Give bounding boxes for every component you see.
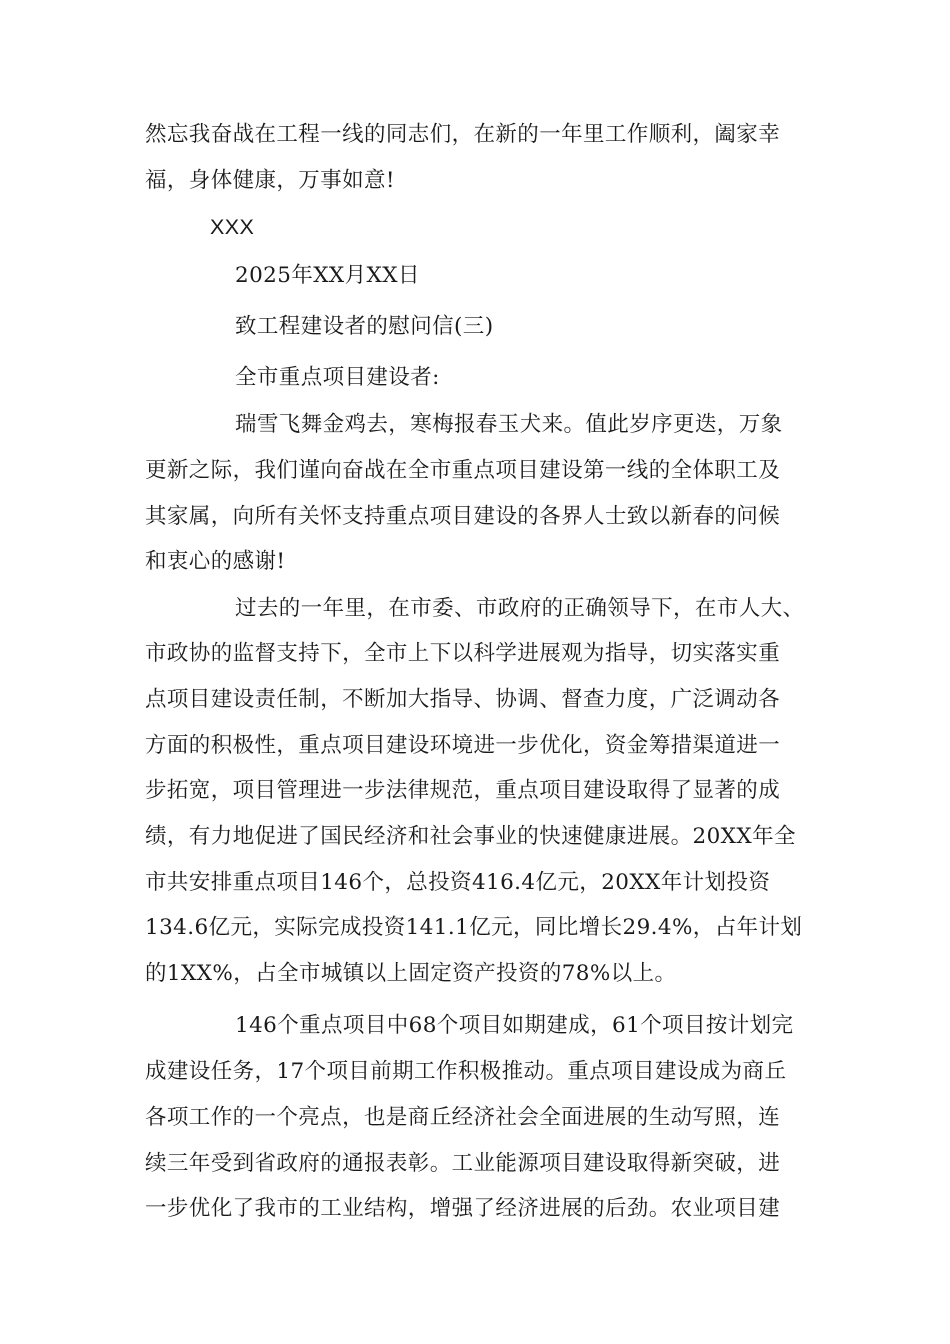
paragraph-line: 续三年受到省政府的通报表彰。工业能源项目建设取得新突破，进 [145,1151,781,1176]
paragraph-line: 市共安排重点项目146个，总投资416.4亿元，20XX年计划投资 [145,870,771,895]
paragraph-line: 各项工作的一个亮点，也是商丘经济社会全面进展的生动写照，连 [145,1105,781,1130]
paragraph-line: 一步优化了我市的工业结构，增强了经济进展的后劲。农业项目建 [145,1196,781,1221]
paragraph-line: 绩，有力地促进了国民经济和社会事业的快速健康进展。20XX年全 [145,824,796,849]
salutation: 全市重点项目建设者: [235,365,440,390]
paragraph-line: 步拓宽，项目管理进一步法律规范，重点项目建设取得了显著的成 [145,778,781,803]
paragraph-line: 瑞雪飞舞金鸡去，寒梅报春玉犬来。值此岁序更迭，万象 [235,412,783,437]
paragraph-line: 点项目建设责任制，不断加大指导、协调、督查力度，广泛调动各 [145,687,781,712]
body-text-line: 福，身体健康，万事如意! [145,168,395,193]
paragraph-line: 方面的积极性，重点项目建设环境进一步优化，资金筹措渠道进一 [145,733,781,758]
body-text-line: 然忘我奋战在工程一线的同志们，在新的一年里工作顺利，阖家幸 [145,122,781,147]
paragraph-line: 过去的一年里，在市委、市政府的正确领导下，在市人大、 [235,596,805,621]
paragraph-line: 其家属，向所有关怀支持重点项目建设的各界人士致以新春的问候 [145,504,781,529]
letter-title: 致工程建设者的慰问信(三) [235,314,494,339]
paragraph-line: 的1XX%，占全市城镇以上固定资产投资的78%以上。 [145,961,677,986]
paragraph-line: 134.6亿元，实际完成投资141.1亿元，同比增长29.4%，占年计划 [145,915,803,940]
paragraph-line: 市政协的监督支持下，全市上下以科学进展观为指导，切实落实重 [145,641,781,666]
date-line: 2025年XX月XX日 [235,263,420,288]
signature: XXX [210,215,255,239]
paragraph-line: 更新之际，我们谨向奋战在全市重点项目建设第一线的全体职工及 [145,458,781,483]
paragraph-line: 146个重点项目中68个项目如期建成，61个项目按计划完 [235,1013,794,1038]
paragraph-line: 成建设任务，17个项目前期工作积极推动。重点项目建设成为商丘 [145,1059,787,1084]
paragraph-line: 和衷心的感谢! [145,549,286,574]
